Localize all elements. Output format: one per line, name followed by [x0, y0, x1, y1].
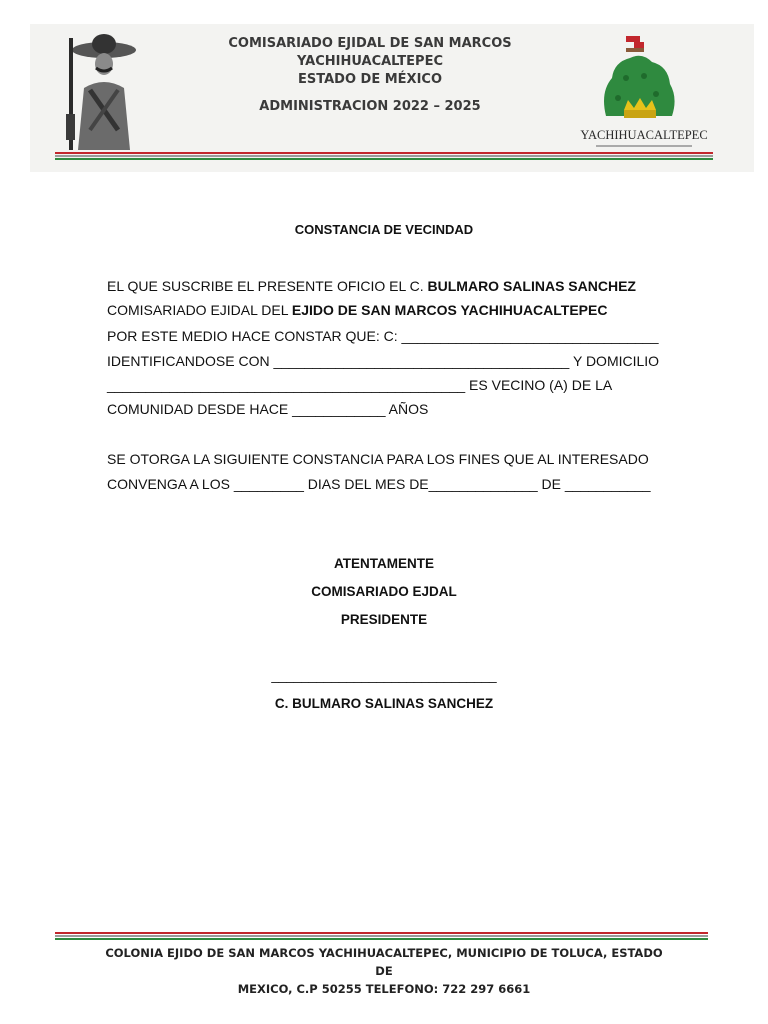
paragraph-1-line-2	[107, 302, 607, 318]
signer-name-inline: BULMARO SALINAS SANCHEZ	[427, 278, 636, 294]
closing-atentamente: ATENTAMENTE	[334, 556, 434, 571]
document-title: CONSTANCIA DE VECINDAD	[294, 222, 474, 237]
logo-text: YACHIHUACALTEPEC	[580, 128, 708, 142]
footer-rule-gray	[55, 935, 708, 937]
header-rule-green	[55, 158, 713, 160]
paragraph-1-line-4: IDENTIFICANDOSE CON ______________________________________ Y DOMICILIO	[107, 353, 660, 369]
paragraph-1-line-6: COMUNIDAD DESDE HACE ____________ AÑOS	[107, 401, 429, 417]
revolutionary-portrait-image	[60, 30, 142, 150]
paragraph-1-line-3: POR ESTE MEDIO HACE CONSTAR QUE: C: _________________________________	[107, 328, 659, 344]
signature-line: ______________________________	[271, 668, 497, 683]
footer-address-line-1: COLONIA EJIDO DE SAN MARCOS YACHIHUACALTEPEC, MUNICIPIO DE TOLUCA, ESTADO DE	[105, 946, 663, 978]
ejido-name-inline: EJIDO DE SAN MARCOS YACHIHUACALTEPEC	[291, 302, 608, 318]
footer-address-line-2: MEXICO, C.P 50255 TELEFONO: 722 297 6661	[237, 982, 531, 996]
paragraph-1-line-5: ______________________________________________ ES VECINO (A) DE LA	[107, 377, 613, 393]
signature-office: COMISARIADO EJDAL	[311, 584, 457, 599]
header-rule-gray	[55, 155, 713, 157]
yachihuacaltepec-logo	[578, 32, 710, 150]
footer-rule-green	[55, 938, 708, 940]
footer-address	[100, 944, 668, 998]
text-segment: EL QUE SUSCRIBE EL PRESENTE OFICIO EL C.	[107, 278, 428, 294]
header-rule-red	[55, 152, 713, 154]
paragraph-2-line-1: SE OTORGA LA SIGUIENTE CONSTANCIA PARA LOS FINES QUE AL INTERESADO	[107, 451, 649, 467]
paragraph-1-line-1	[107, 278, 636, 294]
text-segment: COMISARIADO EJIDAL DEL	[107, 302, 292, 318]
footer-rule-red	[55, 932, 708, 934]
header-line-1: COMISARIADO EJIDAL DE SAN MARCOS	[228, 36, 512, 51]
signature-role: PRESIDENTE	[340, 612, 428, 627]
signer-name: C. BULMARO SALINAS SANCHEZ	[274, 696, 494, 711]
header-line-2: YACHIHUACALTEPEC	[296, 54, 443, 69]
header-line-3: ESTADO DE MÉXICO	[298, 72, 442, 87]
logo-underline	[596, 145, 692, 147]
header-administration: ADMINISTRACION 2022 – 2025	[259, 99, 481, 114]
paragraph-2-line-2: CONVENGA A LOS _________ DIAS DEL MES DE______________ DE ___________	[107, 476, 651, 492]
